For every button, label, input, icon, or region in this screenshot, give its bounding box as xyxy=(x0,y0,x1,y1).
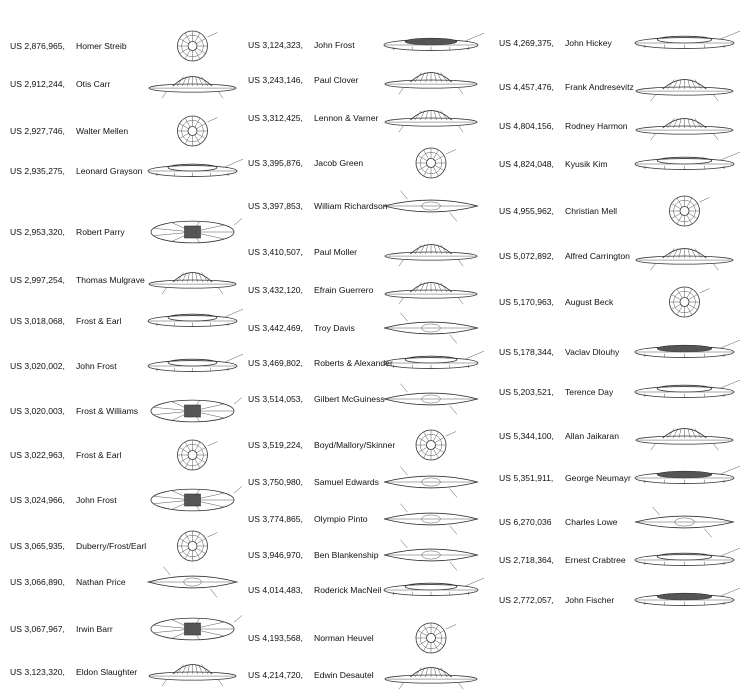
inventor-name: Samuel Edwards xyxy=(314,477,379,487)
flat-saucer-icon xyxy=(145,304,240,338)
round-disc-top-view-icon xyxy=(381,621,481,655)
lens-craft-icon xyxy=(381,382,481,416)
inventor-name: Frost & Williams xyxy=(76,406,138,416)
patent-label xyxy=(499,206,617,216)
patent-number: US 4,193,568, xyxy=(248,633,314,643)
inventor-name: Lennon & Varner xyxy=(314,113,378,123)
round-disc-top-view-icon xyxy=(145,438,240,472)
round-disc-top-view-icon xyxy=(632,194,737,228)
patent-number: US 4,214,720, xyxy=(248,670,314,680)
flat-saucer-icon xyxy=(632,583,737,617)
inventor-name: Boyd/Mallory/Skinner xyxy=(314,440,395,450)
patent-label xyxy=(248,40,355,50)
inventor-name: August Beck xyxy=(565,297,613,307)
patent-number: US 3,066,890, xyxy=(10,577,76,587)
inventor-name: Christian Mell xyxy=(565,206,617,216)
flat-saucer-icon xyxy=(145,154,240,188)
patent-number: US 4,804,156, xyxy=(499,121,565,131)
inventor-name: Paul Moller xyxy=(314,247,357,257)
inventor-name: John Frost xyxy=(76,361,117,371)
patent-number: US 2,927,746, xyxy=(10,126,76,136)
inventor-name: Gilbert McGuiness xyxy=(314,394,385,404)
patent-label xyxy=(248,477,379,487)
patent-number: US 5,072,892, xyxy=(499,251,565,261)
inventor-name: William Richardson xyxy=(314,201,388,211)
inventor-name: Efrain Guerrero xyxy=(314,285,373,295)
lens-craft-icon xyxy=(381,465,481,499)
lens-craft-icon xyxy=(381,538,481,572)
patent-number: US 3,020,002, xyxy=(10,361,76,371)
inventor-name: Otis Carr xyxy=(76,79,110,89)
patent-number: US 4,269,375, xyxy=(499,38,565,48)
flat-saucer-icon xyxy=(632,461,737,495)
patent-label xyxy=(248,158,363,168)
lens-craft-icon xyxy=(632,505,737,539)
round-disc-top-view-icon xyxy=(381,428,481,462)
framework-craft-icon xyxy=(145,394,240,428)
patent-number: US 3,410,507, xyxy=(248,247,314,257)
dome-saucer-icon xyxy=(632,70,737,104)
patent-label xyxy=(10,126,128,136)
inventor-name: Leonard Grayson xyxy=(76,166,142,176)
patent-label xyxy=(248,247,357,257)
patent-number: US 3,020,003, xyxy=(10,406,76,416)
inventor-name: Frost & Earl xyxy=(76,316,121,326)
patent-label xyxy=(248,75,358,85)
patent-label xyxy=(499,473,631,483)
dome-saucer-icon xyxy=(145,67,240,101)
patent-label xyxy=(499,347,619,357)
patent-label xyxy=(499,595,614,605)
patent-label xyxy=(10,227,125,237)
patent-number: US 3,123,320, xyxy=(10,667,76,677)
flat-saucer-icon xyxy=(381,346,481,380)
patent-label xyxy=(248,323,355,333)
inventor-name: Walter Mellen xyxy=(76,126,128,136)
round-disc-top-view-icon xyxy=(632,285,737,319)
patent-number: US 2,935,275, xyxy=(10,166,76,176)
inventor-name: Terence Day xyxy=(565,387,613,397)
patent-number: US 3,243,146, xyxy=(248,75,314,85)
round-disc-top-view-icon xyxy=(381,146,481,180)
lens-craft-icon xyxy=(381,189,481,223)
patent-number: US 3,432,120, xyxy=(248,285,314,295)
patent-number: US 2,772,057, xyxy=(499,595,565,605)
inventor-name: John Frost xyxy=(314,40,355,50)
patent-number: US 5,344,100, xyxy=(499,431,565,441)
inventor-name: Duberry/Frost/Earl xyxy=(76,541,146,551)
flat-saucer-icon xyxy=(145,349,240,383)
inventor-name: Paul Clover xyxy=(314,75,358,85)
patent-label xyxy=(499,82,634,92)
inventor-name: Frank Andresevitz xyxy=(565,82,634,92)
patent-number: US 3,024,966, xyxy=(10,495,76,505)
patent-label xyxy=(248,440,395,450)
patent-label xyxy=(499,251,630,261)
flat-saucer-icon xyxy=(381,573,481,607)
patent-label xyxy=(10,166,142,176)
dome-saucer-icon xyxy=(381,658,481,692)
inventor-name: Homer Streib xyxy=(76,41,127,51)
inventor-name: Ben Blankenship xyxy=(314,550,379,560)
flat-saucer-icon xyxy=(632,335,737,369)
round-disc-top-view-icon xyxy=(145,29,240,63)
patent-number: US 4,014,483, xyxy=(248,585,314,595)
inventor-name: Robert Parry xyxy=(76,227,125,237)
patent-number: US 3,018,068, xyxy=(10,316,76,326)
patent-number: US 3,519,224, xyxy=(248,440,314,450)
inventor-name: Ernest Crabtree xyxy=(565,555,626,565)
dome-saucer-icon xyxy=(381,273,481,307)
patent-number: US 6,270,036 xyxy=(499,517,565,527)
inventor-name: Rodney Harmon xyxy=(565,121,628,131)
patent-number: US 4,457,476, xyxy=(499,82,565,92)
lens-craft-icon xyxy=(145,565,240,599)
patent-number: US 3,469,802, xyxy=(248,358,314,368)
patent-label xyxy=(499,38,612,48)
flat-saucer-icon xyxy=(632,26,737,60)
dome-saucer-icon xyxy=(632,419,737,453)
flat-saucer-icon xyxy=(632,543,737,577)
inventor-name: Irwin Barr xyxy=(76,624,113,634)
flat-saucer-icon xyxy=(381,28,481,62)
patent-number: US 3,442,469, xyxy=(248,323,314,333)
patent-number: US 3,124,323, xyxy=(248,40,314,50)
patent-label xyxy=(248,514,368,524)
patent-number: US 3,750,980, xyxy=(248,477,314,487)
patent-label xyxy=(499,297,613,307)
patent-number: US 3,067,967, xyxy=(10,624,76,634)
inventor-name: Eldon Slaughter xyxy=(76,667,137,677)
patent-number: US 2,876,965, xyxy=(10,41,76,51)
dome-saucer-icon xyxy=(381,235,481,269)
flat-saucer-icon xyxy=(632,147,737,181)
inventor-name: Norman Heuvel xyxy=(314,633,374,643)
patent-label xyxy=(499,431,619,441)
patent-label xyxy=(10,450,121,460)
patent-label xyxy=(10,41,127,51)
patent-label xyxy=(248,394,385,404)
inventor-name: John Frost xyxy=(76,495,117,505)
inventor-name: George Neumayr xyxy=(565,473,631,483)
dome-saucer-icon xyxy=(145,263,240,297)
patent-label xyxy=(499,159,608,169)
inventor-name: John Hickey xyxy=(565,38,612,48)
patent-label xyxy=(499,555,626,565)
dome-saucer-icon xyxy=(381,101,481,135)
inventor-name: Charles Lowe xyxy=(565,517,618,527)
patent-number: US 3,065,935, xyxy=(10,541,76,551)
framework-craft-icon xyxy=(145,483,240,517)
patent-label xyxy=(499,121,628,131)
patent-number: US 3,022,963, xyxy=(10,450,76,460)
inventor-name: Vaclav Dlouhy xyxy=(565,347,619,357)
patent-number: US 2,912,244, xyxy=(10,79,76,89)
patent-label xyxy=(248,550,379,560)
patent-label xyxy=(10,275,145,285)
inventor-name: Frost & Earl xyxy=(76,450,121,460)
patent-number: US 5,351,911, xyxy=(499,473,565,483)
patent-label xyxy=(10,495,117,505)
patent-number: US 5,170,963, xyxy=(499,297,565,307)
patent-label xyxy=(10,541,146,551)
patent-label xyxy=(10,624,113,634)
inventor-name: John Fischer xyxy=(565,595,614,605)
patent-label xyxy=(499,517,618,527)
framework-craft-icon xyxy=(145,612,240,646)
patent-number: US 2,997,254, xyxy=(10,275,76,285)
inventor-name: Nathan Price xyxy=(76,577,126,587)
patent-label xyxy=(499,387,613,397)
round-disc-top-view-icon xyxy=(145,529,240,563)
patent-label xyxy=(248,113,378,123)
patent-number: US 3,397,853, xyxy=(248,201,314,211)
lens-craft-icon xyxy=(381,311,481,345)
inventor-name: Edwin Desautel xyxy=(314,670,374,680)
patent-number: US 2,718,364, xyxy=(499,555,565,565)
patent-number: US 4,955,962, xyxy=(499,206,565,216)
patent-label xyxy=(10,577,126,587)
inventor-name: Thomas Mulgrave xyxy=(76,275,145,285)
patent-label xyxy=(10,406,138,416)
lens-craft-icon xyxy=(381,502,481,536)
patent-label xyxy=(10,316,121,326)
patent-label xyxy=(248,585,381,595)
framework-craft-icon xyxy=(145,215,240,249)
patent-label xyxy=(248,358,393,368)
dome-saucer-icon xyxy=(632,109,737,143)
patent-number: US 3,514,053, xyxy=(248,394,314,404)
dome-saucer-icon xyxy=(145,655,240,689)
inventor-name: Alfred Carrington xyxy=(565,251,630,261)
patent-label xyxy=(10,79,110,89)
patent-number: US 5,203,521, xyxy=(499,387,565,397)
dome-saucer-icon xyxy=(632,239,737,273)
patent-number: US 5,178,344, xyxy=(499,347,565,357)
patent-number: US 4,824,048, xyxy=(499,159,565,169)
patent-label xyxy=(10,667,137,677)
inventor-name: Allan Jaikaran xyxy=(565,431,619,441)
inventor-name: Roberts & Alexander xyxy=(314,358,393,368)
flat-saucer-icon xyxy=(632,375,737,409)
patent-label xyxy=(248,285,373,295)
patent-label xyxy=(248,201,388,211)
round-disc-top-view-icon xyxy=(145,114,240,148)
inventor-name: Jacob Green xyxy=(314,158,363,168)
patent-number: US 3,312,425, xyxy=(248,113,314,123)
inventor-name: Kyusik Kim xyxy=(565,159,608,169)
dome-saucer-icon xyxy=(381,63,481,97)
patent-label xyxy=(248,670,374,680)
patent-number: US 2,953,320, xyxy=(10,227,76,237)
patent-number: US 3,395,876, xyxy=(248,158,314,168)
patent-label xyxy=(10,361,117,371)
patent-number: US 3,774,865, xyxy=(248,514,314,524)
patent-number: US 3,946,970, xyxy=(248,550,314,560)
inventor-name: Olympio Pinto xyxy=(314,514,368,524)
patent-label xyxy=(248,633,374,643)
inventor-name: Troy Davis xyxy=(314,323,355,333)
inventor-name: Roderick MacNeil xyxy=(314,585,381,595)
